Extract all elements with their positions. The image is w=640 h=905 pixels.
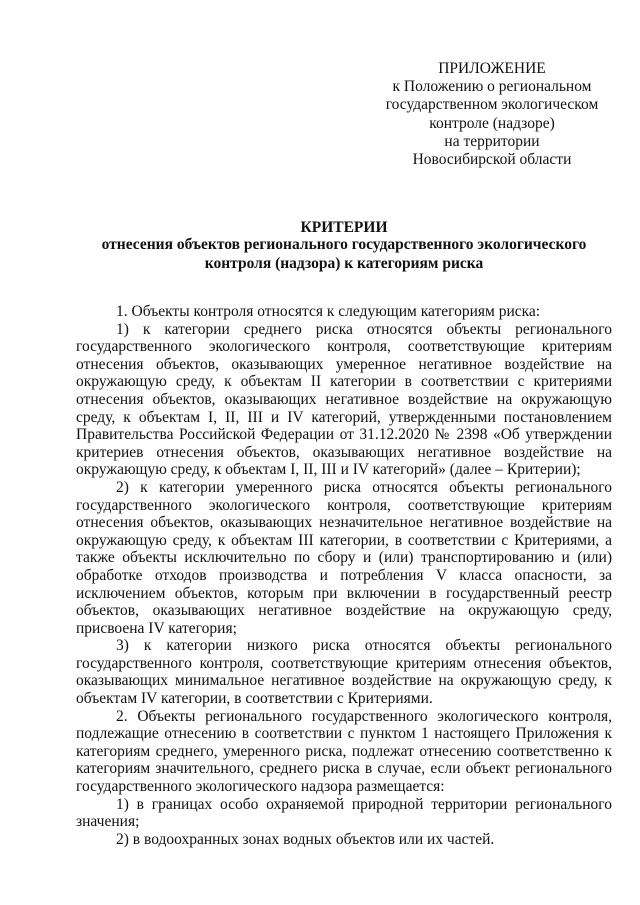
appendix-line: ПРИЛОЖЕНИЕ [438, 60, 546, 77]
paragraph: 3) к категории низкого риска относятся объекты регионального государственного контроля, соответствующие критериям отнесения объектов, оказывающих минимальное негативное воздействие на окружающую среду, к объектам IV категории, в соответствии с Критериями. [76, 637, 612, 708]
paragraph: 1) к категории среднего риска относятся объекты регионального государственного экологического контроля, соответствующие критериям отнесения объектов, оказывающих умеренное негативное воздействие на окружающую среду, к объектам II категории в соответствии с критериями отнесения объектов, оказывающих негативное воздействие на окружающую среду, к объектам I, II, III и IV категорий, утвержденными постановлением Правительства Российской Федерации от 31.12.2020 № 2398 «Об утверждении критериев отнесения объектов, оказывающих негативное воздействие на окружающую среду, к объектам I, II, III и IV категорий» (далее – Критерии); [76, 320, 612, 479]
appendix-line: к Положению о региональном [392, 78, 592, 96]
appendix-line: на территории [444, 132, 540, 150]
document-title: КРИТЕРИИ [300, 219, 388, 236]
paragraph: 1) в границах особо охраняемой природной территории регионального значения; [76, 795, 612, 831]
paragraph: 2) к категории умеренного риска относятся объекты регионального государственного экологического контроля, соответствующие критериям отнесения объектов, оказывающих незначительное негативное воздействие на окружающую среду, к объектам III категории, в соответствии с Критериями, а также объекты исключительно по сбору и (или) транспортированию и (или) обработке отходов производства и потребления V класса опасности, за исключением объектов, которым при включении в государственный реестр объектов, оказывающих негативное воздействие на окружающую среду, присвоена IV категория; [76, 478, 612, 637]
paragraph: 2) в водоохранных зонах водных объектов или их частей. [116, 830, 495, 848]
paragraph: 2. Объекты регионального государственного экологического контроля, подлежащие отнесению в соответствии с пунктом 1 настоящего Приложения к категориям среднего, умеренного риска, подлежат отнесению соответственно к категориям значительного, среднего риска в случае, если объект регионального государственного экологического надзора размещается: [76, 707, 612, 796]
document-subtitle: отнесения объектов регионального государственного экологического контроля (надзора) к категориям риска [101, 236, 587, 272]
appendix-header [382, 60, 602, 169]
appendix-line: контроле (надзоре) [429, 114, 555, 132]
paragraph: 1. Объекты контроля относятся к следующим категориям риска: [116, 303, 541, 320]
appendix-line: Новосибирской области [412, 151, 572, 169]
appendix-line: государственном экологическом [385, 96, 599, 114]
document-body [76, 303, 612, 848]
